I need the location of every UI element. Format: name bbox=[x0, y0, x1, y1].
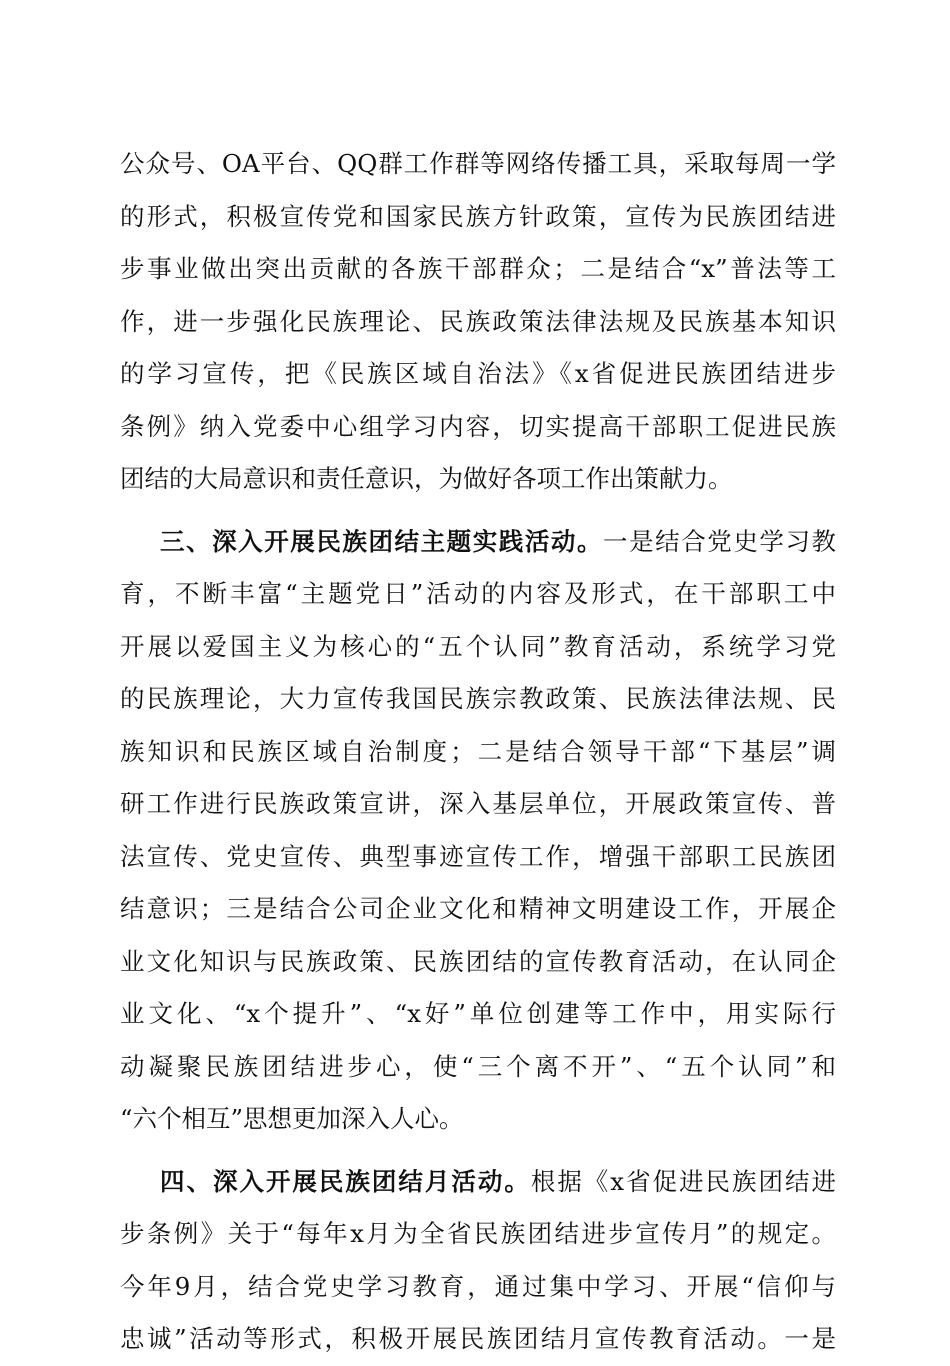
section-four bbox=[120, 1156, 836, 1366]
section-heading: 三、深入开展民族团结主题实践活动。 bbox=[160, 526, 604, 556]
text-line: 研工作进行民族政策宣讲，深入基层单位，开展政策宣传、普 bbox=[120, 789, 836, 818]
text-line: 结意识；三是结合公司企业文化和精神文明建设工作，开展企 bbox=[120, 894, 836, 923]
section-three bbox=[120, 516, 836, 1146]
text-line: 业文化知识与民族政策、民族团结的宣传教育活动，在认同企 bbox=[120, 946, 836, 976]
paragraph-gap bbox=[120, 1146, 836, 1156]
text-line: 的形式，积极宣传党和国家民族方针政策，宣传为民族团结进 bbox=[120, 201, 836, 231]
text-line: 的民族理论，大力宣传我国民族宗教政策、民族法律法规、民 bbox=[120, 684, 836, 713]
text-line: 条例》纳入党委中心组学习内容，切实提高干部职工促进民族 bbox=[120, 411, 836, 441]
text-line: 开展以爱国主义为核心的“五个认同”教育活动，系统学习党 bbox=[120, 631, 836, 661]
section-first-line-text: 根据《x省促进民族团结进 bbox=[530, 1166, 836, 1196]
section-heading: 四、深入开展民族团结月活动。 bbox=[160, 1166, 531, 1196]
text-line: 今年9月，结合党史学习教育，通过集中学习、开展“信仰与 bbox=[120, 1271, 836, 1301]
text-line: 法宣传、党史宣传、典型事迹宣传工作，增强干部职工民族团 bbox=[120, 841, 836, 871]
text-line: 族知识和民族区域自治制度；二是结合领导干部“下基层”调 bbox=[120, 736, 836, 766]
paragraph-gap bbox=[120, 506, 836, 516]
text-line: 公众号、OA平台、QQ群工作群等网络传播工具，采取每周一学 bbox=[120, 149, 836, 178]
section-first-line bbox=[120, 1156, 836, 1209]
text-line: 育，不断丰富“主题党日”活动的内容及形式，在干部职工中 bbox=[120, 579, 836, 608]
section-first-line bbox=[120, 516, 836, 569]
text-line: 忠诚”活动等形式，积极开展民族团结月宣传教育活动。一是 bbox=[120, 1324, 836, 1353]
text-line: 作，进一步强化民族理论、民族政策法律法规及民族基本知识 bbox=[120, 306, 836, 336]
document-body bbox=[120, 138, 836, 1366]
text-line: 的学习宣传，把《民族区域自治法》《x省促进民族团结进步 bbox=[120, 359, 836, 388]
text-line: 步事业做出突出贡献的各族干部群众；二是结合“x”普法等工 bbox=[120, 254, 836, 283]
text-line: 动凝聚民族团结进步心，使“三个离不开”、“五个认同”和 bbox=[120, 1051, 836, 1081]
text-line: 业文化、“x个提升”、“x好”单位创建等工作中，用实际行 bbox=[120, 999, 836, 1028]
text-line: “六个相互”思想更加深入人心。 bbox=[120, 1104, 464, 1133]
section-first-line-text: 一是结合党史学习教 bbox=[603, 526, 837, 556]
text-line: 团结的大局意识和责任意识，为做好各项工作出策献力。 bbox=[120, 464, 733, 493]
paragraph-continuation bbox=[120, 138, 836, 506]
text-line: 步条例》关于“每年x月为全省民族团结进步宣传月”的规定。 bbox=[120, 1219, 836, 1248]
